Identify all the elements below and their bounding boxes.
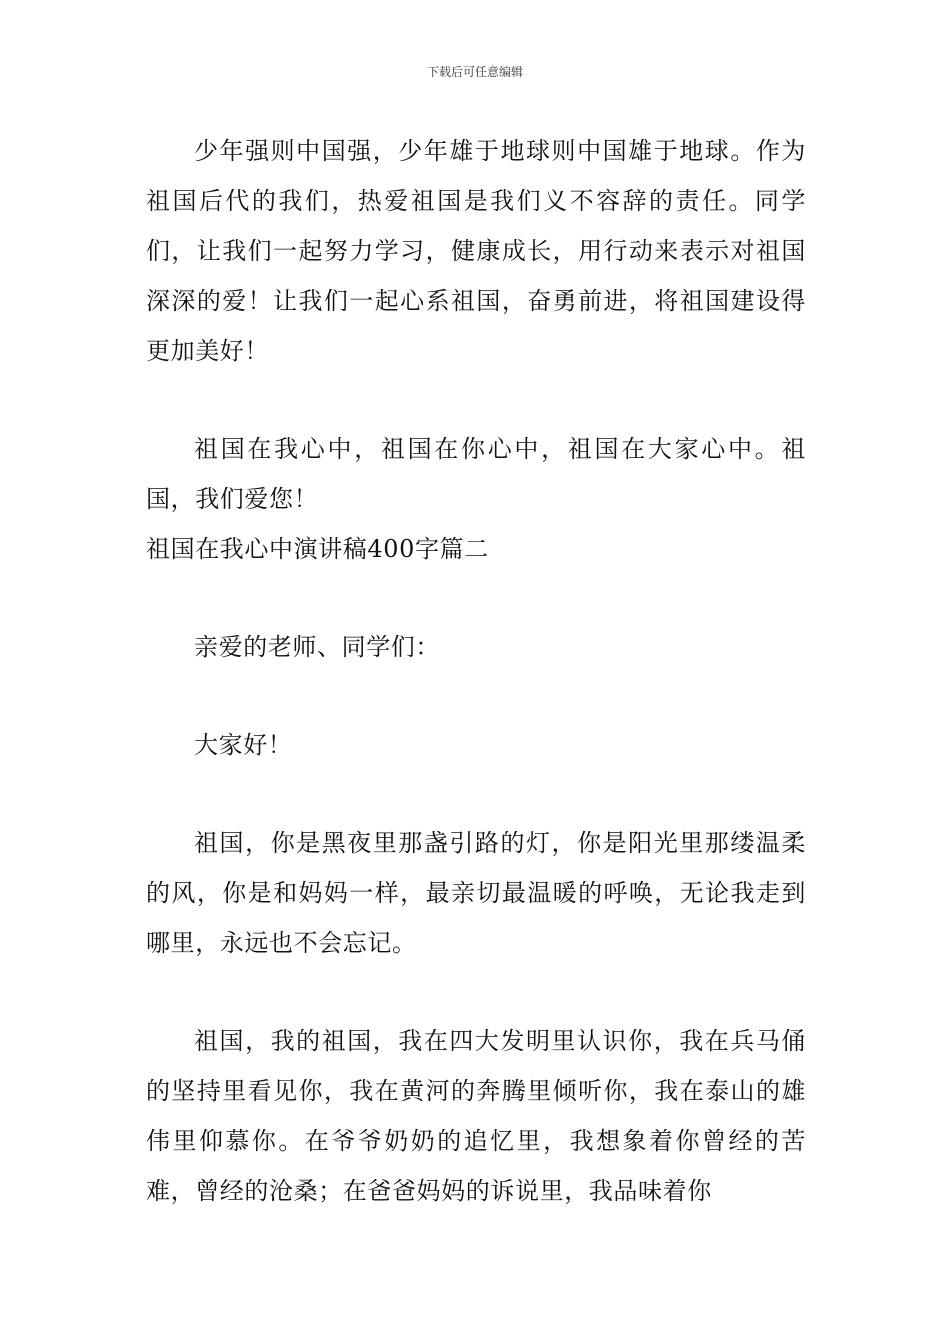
page-header-note: 下载后可任意编辑	[426, 65, 523, 79]
paragraph-spacer	[146, 376, 806, 424]
paragraph-spacer	[146, 968, 806, 1016]
greeting: 大家好！	[194, 731, 293, 759]
paragraph-spacer	[146, 672, 806, 720]
paragraph-4: 祖国，我的祖国，我在四大发明里认识你，我在兵马俑的坚持里看见你，我在黄河的奔腾里倾听你，我在泰山的雄伟里仰慕你。在爷爷奶奶的追忆里，我想象着你曾经的苦难，曾经的沧桑；在爸爸妈妈的诉说里，我品味着你	[146, 1027, 806, 1205]
paragraph-spacer	[146, 574, 806, 622]
paragraph-3: 祖国，你是黑夜里那盏引路的灯，你是阳光里那缕温柔的风，你是和妈妈一样，最亲切最温暖的呼唤，无论我走到哪里，永远也不会忘记。	[146, 829, 806, 957]
paragraph-1: 少年强则中国强，少年雄于地球则中国雄于地球。作为祖国后代的我们，热爱祖国是我们义不容辞的责任。同学们，让我们一起努力学习，健康成长，用行动来表示对祖国深深的爱！让我们一起心系祖国，奋勇前进，将祖国建设得更加美好！	[146, 137, 806, 365]
section-heading: 祖国在我心中演讲稿400字篇二	[146, 535, 489, 563]
salutation: 亲爱的老师、同学们：	[194, 633, 440, 661]
paragraph-spacer	[146, 770, 806, 818]
document-body	[146, 126, 806, 1216]
paragraph-2: 祖国在我心中，祖国在你心中，祖国在大家心中。祖国，我们爱您！	[146, 435, 806, 513]
